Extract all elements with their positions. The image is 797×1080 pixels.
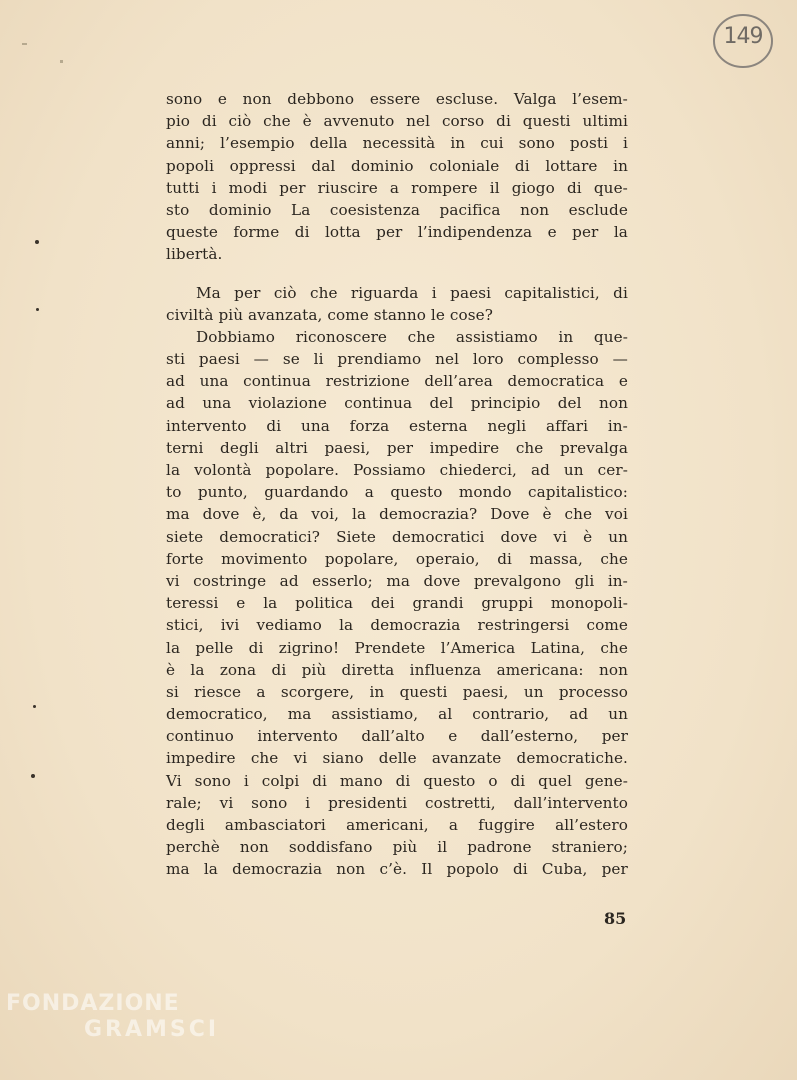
- text-line: continuo intervento dall’alto e dall’esterno, per: [166, 727, 628, 746]
- text-line: ad una violazione continua del principio del non: [166, 394, 628, 413]
- text-line: terni degli altri paesi, per impedire che prevalga: [166, 438, 628, 457]
- text-line: sono e non debbono essere escluse. Valga l’esem-: [166, 90, 628, 108]
- text-line: impedire che vi siano delle avanzate democratiche.: [166, 749, 628, 768]
- text-line: intervento di una forza esterna negli affari in-: [166, 416, 628, 435]
- text-line: si riesce a scorgere, in questi paesi, un processo: [166, 682, 628, 701]
- margin-dot: [33, 705, 36, 708]
- text-line: la pelle di zigrino! Prendete l’America Latina, che: [166, 638, 628, 657]
- paper-speck: [60, 60, 63, 63]
- text-line: ma dove è, da voi, la democrazia? Dove è che voi: [166, 505, 628, 524]
- text-line: tutti i modi per riuscire a rompere il giogo di que-: [166, 178, 628, 197]
- text-line: libertà.: [166, 245, 223, 264]
- text-line: Vi sono i colpi di mano di questo o di quel gene-: [166, 771, 628, 790]
- watermark-line-2: GRAMSCI: [84, 1017, 220, 1042]
- watermark-logo: [4, 985, 220, 1055]
- paragraph: [166, 326, 628, 881]
- text-line: Ma per ciò che riguarda i paesi capitalistici, di: [196, 283, 628, 302]
- text-line: è la zona di più diretta influenza americana: non: [166, 660, 628, 679]
- text-line: forte movimento popolare, operaio, di massa, che: [166, 549, 628, 568]
- text-line: anni; l’esempio della necessità in cui sono posti i: [166, 134, 628, 153]
- watermark-line-1: FONDAZIONE: [6, 991, 180, 1016]
- paragraph: [166, 282, 628, 326]
- text-line: civiltà più avanzata, come stanno le cose?: [166, 305, 493, 324]
- text-line: to punto, guardando a questo mondo capitalistico:: [166, 483, 628, 502]
- archive-page-number: 149: [723, 24, 763, 49]
- paragraph-gap: [166, 266, 628, 282]
- body-text: [166, 88, 628, 881]
- text-line: la volontà popolare. Possiamo chiederci, ad un cer-: [166, 461, 628, 479]
- text-line: degli ambasciatori americani, a fuggire all’estero: [166, 816, 628, 834]
- text-line: popoli oppressi dal dominio coloniale di lottare in: [166, 156, 628, 175]
- page-number: 85: [604, 909, 627, 928]
- text-line: siete democratici? Siete democratici dove vi è un: [166, 527, 628, 546]
- margin-dot: [35, 240, 39, 244]
- text-line: ma la democrazia non c’è. Il popolo di Cuba, per: [166, 860, 628, 879]
- archive-page-stamp: [712, 12, 774, 70]
- paragraph: [166, 88, 628, 266]
- text-line: stici, ivi vediamo la democrazia restringersi come: [166, 616, 628, 635]
- margin-dot: [31, 774, 35, 778]
- paper-speck: [22, 43, 27, 45]
- text-line: sto dominio La coesistenza pacifica non esclude: [166, 200, 628, 219]
- text-line: queste forme di lotta per l’indipendenza e per la: [166, 223, 628, 242]
- margin-dot: [36, 308, 39, 311]
- text-line: sti paesi — se li prendiamo nel loro complesso —: [166, 350, 628, 369]
- text-line: democratico, ma assistiamo, al contrario, ad un: [166, 705, 628, 724]
- text-line: Dobbiamo riconoscere che assistiamo in que-: [196, 327, 628, 346]
- text-line: perchè non soddisfano più il padrone straniero;: [166, 838, 628, 857]
- text-line: pio di ciò che è avvenuto nel corso di questi ultimi: [166, 112, 628, 131]
- text-line: rale; vi sono i presidenti costretti, dall’intervento: [166, 793, 628, 812]
- text-line: ad una continua restrizione dell’area democratica e: [166, 372, 628, 391]
- text-line: vi costringe ad esserlo; ma dove prevalgono gli in-: [166, 571, 628, 590]
- text-line: teressi e la politica dei grandi gruppi monopoli-: [166, 594, 628, 613]
